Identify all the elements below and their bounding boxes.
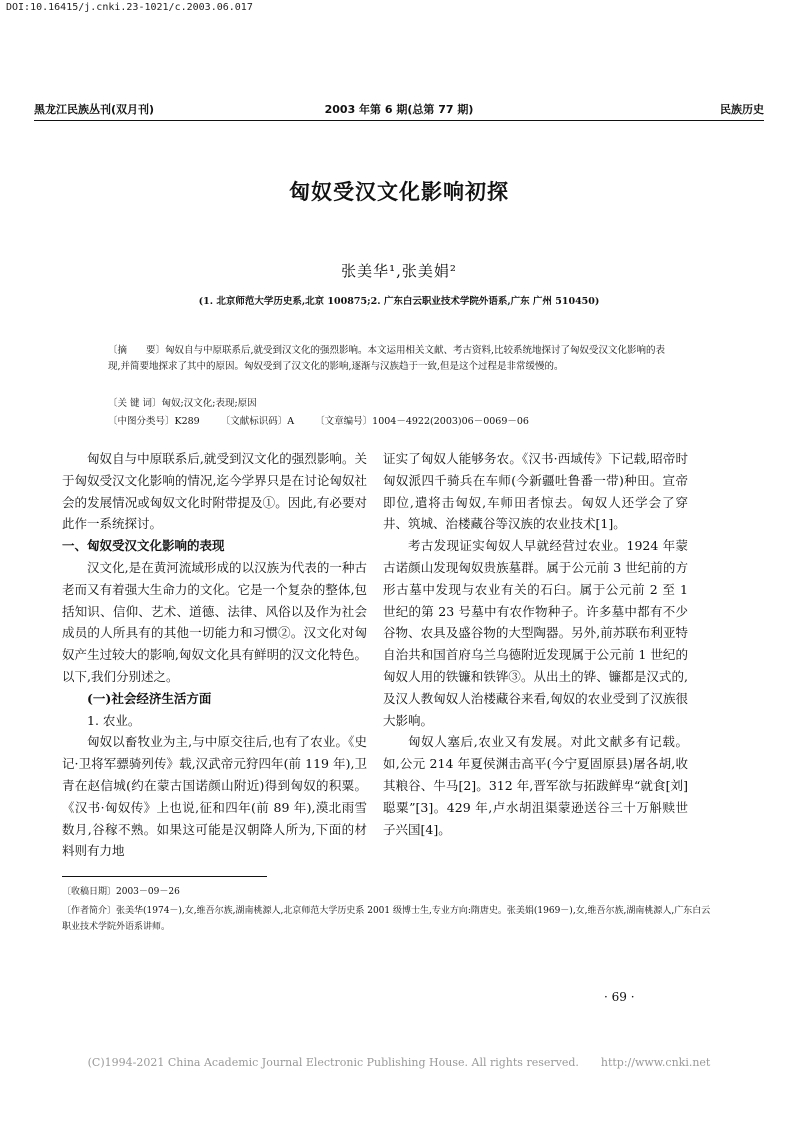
keywords: 〔关 键 词〕匈奴;汉文化;表现;原因 (108, 398, 257, 409)
body-paragraph: 考古发现证实匈奴人早就经营过农业。1924 年蒙古诺颜山发现匈奴贵族墓群。属于公元前 3 世纪前的方形古墓中发现与农业有关的石臼。属于公元前 2 至 1 世纪的第 23 号墓中有农作物种子。许多墓中都有不少谷物、农具及盛谷物的大型陶器。另外,前苏联布利亚特自治共和国首府乌兰乌德附近发现属于公元前 1 世纪的匈奴人用的铁镰和铁铧③。从出土的铧、镰都是汉式的,及汉人教匈奴人治楼藏谷来看,匈奴的农业受到了汉族很大影响。 (383, 538, 688, 728)
body-paragraph: 汉文化,是在黄河流域形成的以汉族为代表的一种古老而又有着强大生命力的文化。它是一个复杂的整体,包括知识、信仰、艺术、道德、法律、风俗以及作为社会成员的人所具有的其他一切能力和习惯②。汉文化对匈奴产生过较大的影响,匈奴文化具有鲜明的汉文化特色。以下,我们分别述之。 (62, 559, 367, 684)
section-heading: 一、匈奴受汉文化影响的表现 (62, 538, 225, 554)
running-header (34, 101, 764, 119)
received-date: 〔收稿日期〕2003－09－26 (62, 887, 180, 897)
body-paragraph: 匈奴自与中原联系后,就受到汉文化的强烈影响。关于匈奴受汉文化影响的情况,迄今学界只是在讨论匈奴社会的发展情况或匈奴文化时附带提及①。因此,有必要对此作一系统探讨。 (62, 451, 367, 532)
body-paragraph: 匈奴以畜牧业为主,与中原交往后,也有了农业。《史记·卫将军骠骑列传》载,汉武帝元狩四年(前 119 年),卫青在赵信城(约在蒙古国诺颜山附近)得到匈奴的积粟。《汉书·匈奴传》上也说,征和四年(前 89 年),漠北雨雪数月,谷稼不熟。如果这可能是汉朝降人所为,下面的材料则有力地 (62, 734, 367, 859)
authors: 张美华¹,张美娟² (341, 262, 457, 280)
body-paragraph: 匈奴人塞后,农业又有发展。对此文献多有记载。如,公元 214 年夏侯渊击高平(今宁夏固原县)屠各胡,收其粮谷、牛马[2]。312 年,晋军欲与拓跋鲜卑“就食[刘]聪粟”[3]。429 年,卢水胡沮渠蒙逊送谷三十万斛赎世子兴国[4]。 (383, 734, 688, 837)
article-title: 匈奴受汉文化影响初探 (289, 180, 509, 204)
abstract: 〔摘 要〕匈奴自与中原联系后,就受到汉文化的强烈影响。本文运用相关文献、考古资料,比较系统地探讨了匈奴受汉文化影响的表现,并简要地探求了其中的原因。匈奴受到了汉文化的影响,逐渐与汉族趋于一致,但是这个过程是非常缓慢的。 (108, 345, 666, 372)
issue-info: 2003 年第 6 期(总第 77 期) (324, 103, 474, 116)
document-code: 〔文献标识码〕A (220, 416, 295, 427)
doi-line: DOI:10.16415/j.cnki.23-1021/c.2003.06.017 (6, 2, 253, 13)
left-column (62, 448, 367, 862)
copyright-notice: (C)1994-2021 China Academic Journal Electronic Publishing House. All rights reserved. http://www.cnki.net (87, 1056, 711, 1069)
journal-name: 黑龙江民族丛刊(双月刊) (34, 103, 155, 116)
right-column (383, 448, 688, 840)
clc-number: 〔中图分类号〕K289 (108, 416, 200, 427)
page-number: · 69 · (604, 990, 635, 1004)
author-bio: 〔作者简介〕张美华(1974－),女,维吾尔族,湖南桃源人,北京师范大学历史系 2001 级博士生,专业方向:隋唐史。张美娟(1969－),女,维吾尔族,湖南桃源人,广东白云职业技术学院外语系讲师。 (62, 906, 711, 932)
header-rule (34, 120, 764, 121)
affiliation: (1. 北京师范大学历史系,北京 100875;2. 广东白云职业技术学院外语系,广东 广州 510450) (198, 296, 600, 307)
subsection-heading: (一)社会经济生活方面 (87, 690, 212, 706)
body-paragraph: 证实了匈奴人能够务农。《汉书·西域传》下记载,昭帝时匈奴派四千骑兵在车师(今新疆吐鲁番一带)种田。宣帝即位,遣将击匈奴,车师田者惊去。匈奴人还学会了穿井、筑城、治楼藏谷等汉族的农业技术[1]。 (383, 451, 688, 532)
section-name: 民族历史 (720, 103, 764, 116)
body-paragraph: 1. 农业。 (87, 712, 141, 728)
classification-line (108, 414, 668, 430)
article-number: 〔文章编号〕1004－4922(2003)06－0069－06 (315, 416, 529, 427)
footnote-rule (62, 876, 267, 877)
